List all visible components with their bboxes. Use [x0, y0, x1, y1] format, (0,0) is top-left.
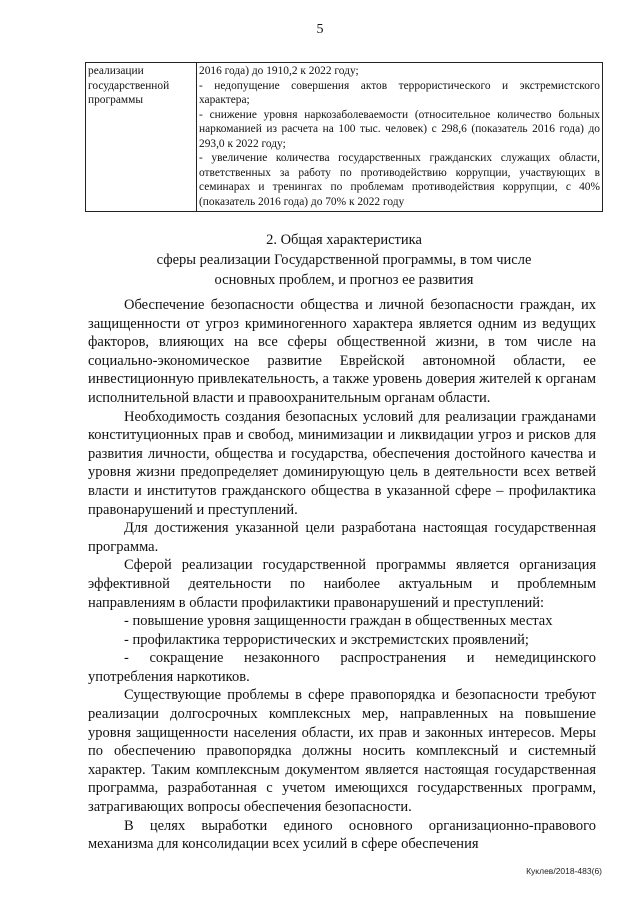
table-label-line: программы [88, 94, 143, 106]
document-code: Куклев/2018-483(6) [526, 866, 602, 876]
body-text [88, 296, 596, 854]
table-row [86, 63, 603, 212]
paragraph: Существующие проблемы в сфере правопорядка и безопасности требуют реализации долгосрочных комплексных мер, направленных на повышение уровня защищенности населения области, их прав и законных интересов. Меры по обеспечению правопорядка должны носить комплексный и системный характер. Таким комплексным документом является настоящая государственная программа, разработанная с учетом имеющихся государственных программ, затрагивающих вопросы обеспечения безопасности. [88, 687, 596, 816]
table-value-cell [197, 63, 603, 212]
bullet-item: - профилактика террористических и экстремистских проявлений; [124, 631, 529, 648]
table-value-line: - снижение уровня наркозаболеваемости (относительное количество больных наркоманией из расчета на 100 тыс. человек) с 298,6 (показатель 2016 года) до 293,0 к 2022 году; [199, 108, 600, 150]
section-heading-line: основных проблем, и прогноз ее развития [214, 272, 474, 288]
section-heading-line: 2. Общая характеристика [266, 232, 422, 248]
table-label-line: государственной [88, 79, 170, 92]
bullet-item: - сокращение незаконного распространения и немедицинского употребления наркотиков. [88, 650, 596, 685]
paragraph: Сферой реализации государственной программы является организация эффективной деятельности по наиболее актуальным и проблемным направлениям в области профилактики правонарушений и преступлений: [88, 557, 596, 611]
paragraph: В целях выработки единого основного организационно-правового механизма для консолидации всех усилий в сфере обеспечения [88, 817, 596, 853]
section-heading [85, 230, 603, 290]
program-passport-table [85, 62, 603, 212]
section-heading-line: сферы реализации Государственной программы, в том числе [156, 252, 532, 268]
table-label-cell [86, 63, 197, 212]
table-value-line: - недопущение совершения актов террористического и экстремистского характера; [199, 79, 600, 106]
paragraph: Обеспечение безопасности общества и личной безопасности граждан, их защищенности от угроз криминогенного характера является одним из ведущих факторов, влияющих на все сферы общественной жизни, в том числе на социально-экономическое развитие Еврейской автономной области, ее инвестиционную привлекательность, а также уровень доверия жителей к органам исполнительной власти и правоохранительным органам области. [88, 297, 596, 406]
paragraph: Для достижения указанной цели разработана настоящая государственная программа. [88, 520, 596, 555]
bullet-item: - повышение уровня защищенности граждан в общественных местах [124, 613, 553, 630]
table-label-line: реализации [88, 65, 144, 77]
table-value-line: - увеличение количества государственных гражданских служащих области, ответственных за работу по противодействию коррупции, участвующих в семинарах и тренингах по проблемам противодействия коррупции, с 40% (показатель 2016 года) до 70% к 2022 году [199, 152, 600, 208]
page-number: 5 [316, 22, 324, 37]
table-value-line: 2016 года) до 1910,2 к 2022 году; [199, 65, 359, 77]
paragraph: Необходимость создания безопасных условий для реализации гражданами конституционных прав и свобод, минимизации и ликвидации угроз и рисков для развития личности, общества и государства, обеспечения достойного качества и уровня жизни предопределяет доминирующую цель в деятельности всех ветвей власти и институтов гражданского общества в указанной сфере – профилактика правонарушений и преступлений. [88, 408, 596, 518]
